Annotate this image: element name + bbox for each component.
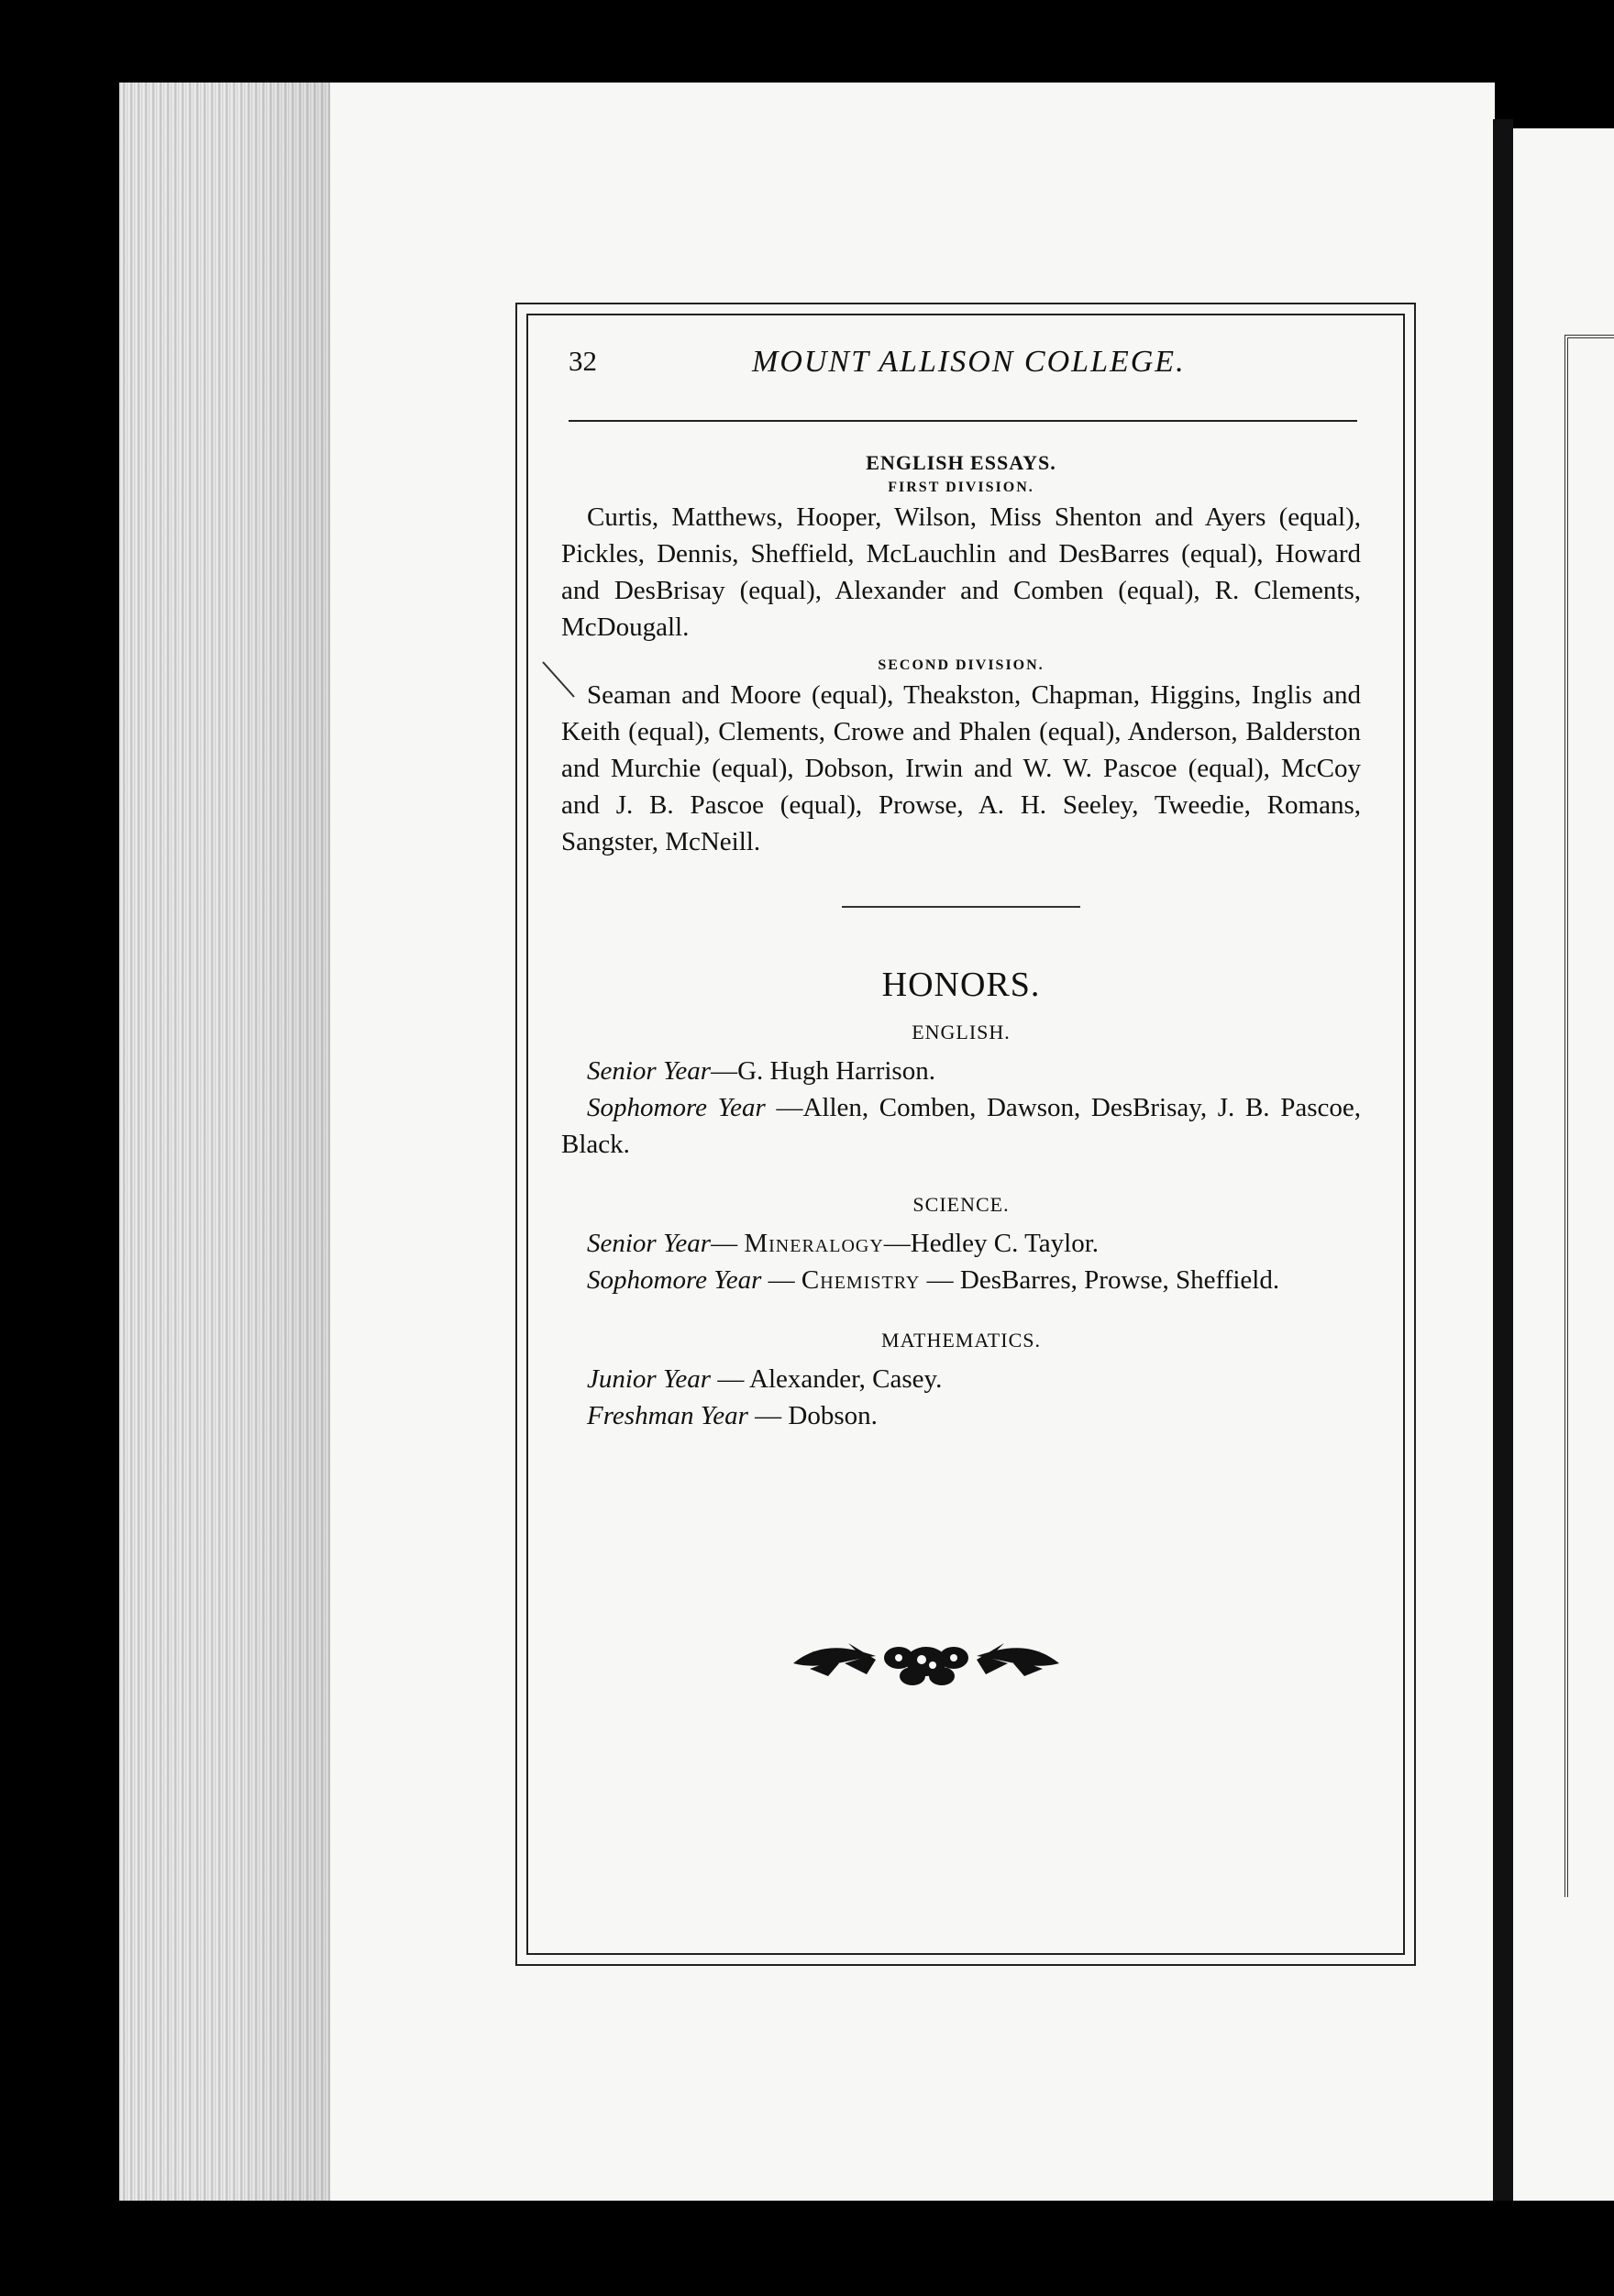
dash: — [747,1401,789,1430]
mathematics-heading: MATHEMATICS. [881,1329,1041,1352]
names: G. Hugh Harrison. [737,1056,935,1086]
year-label: Sophomore Year [587,1265,762,1295]
second-division-heading: SECOND DIVISION. [878,657,1045,673]
dash: — [920,1265,960,1295]
names: Dobson. [788,1401,878,1430]
pencil-mark-icon [541,660,578,715]
subject: Mineralogy [744,1229,884,1258]
names: Allen, Comben, Dawson, DesBrisay, J. B. Pascoe, Black. [561,1093,1361,1159]
running-title: MOUNT ALLISON COLLEGE. [752,345,1186,379]
names: Hedley C. Taylor. [910,1229,1100,1258]
year-label: Senior Year [587,1056,712,1086]
dash: — [711,1229,745,1258]
english-senior-line [561,1053,1361,1089]
year-label: Senior Year [587,1229,712,1258]
names: DesBarres, Prowse, Sheffield. [959,1265,1280,1295]
essays-heading: ENGLISH ESSAYS. [866,451,1056,474]
first-division-text: Curtis, Matthews, Hooper, Wilson, Miss Shenton and Ayers (equal), Pickles, Dennis, Sheffield, McLauchlin and DesBarres (equal), Howard and DesBrisay (equal), Alexander and Comben (equal), R. Clements, McDougall. [561,502,1361,642]
floral-ornament-icon [784,1623,1068,1696]
names: Alexander, Casey. [749,1364,943,1394]
page-header [569,339,1357,385]
page-content [561,449,1361,1434]
english-heading: ENGLISH. [912,1021,1011,1043]
dash: — [765,1093,803,1122]
mathematics-junior-line [561,1361,1361,1397]
first-division-heading: FIRST DIVISION. [888,480,1034,495]
year-label: Sophomore Year [587,1093,766,1122]
year-label: Freshman Year [587,1401,748,1430]
year-label: Junior Year [587,1364,712,1394]
section-separator [842,906,1080,908]
dash: — [711,1056,738,1086]
page-number: 32 [569,345,597,377]
facing-page-frame [1564,335,1614,1897]
dash: — [761,1265,801,1295]
header-rule [569,420,1357,422]
mathematics-freshman-line [561,1397,1361,1434]
second-division-text: Seaman and Moore (equal), Theakston, Chapman, Higgins, Inglis and Keith (equal), Clements, Crowe and Phalen (equal), Anderson, Balderston and Murchie (equal), Dobson, Irwin and W. W. Pascoe (equal), McCoy and J. B. Pascoe (equal), Prowse, A. H. Seeley, Tweedie, Romans, Sangster, McNeill. [561,680,1361,856]
dash: — [711,1364,749,1394]
dash: — [883,1229,911,1258]
honors-heading: HONORS. [881,966,1041,1004]
book-gutter [1493,119,1513,2201]
science-sophomore-line [561,1262,1361,1298]
page-edges-shadow [229,83,330,2201]
english-sophomore-line [561,1089,1361,1163]
science-heading: SCIENCE. [912,1193,1010,1216]
science-senior-line [561,1225,1361,1262]
subject: Chemistry [801,1265,921,1295]
